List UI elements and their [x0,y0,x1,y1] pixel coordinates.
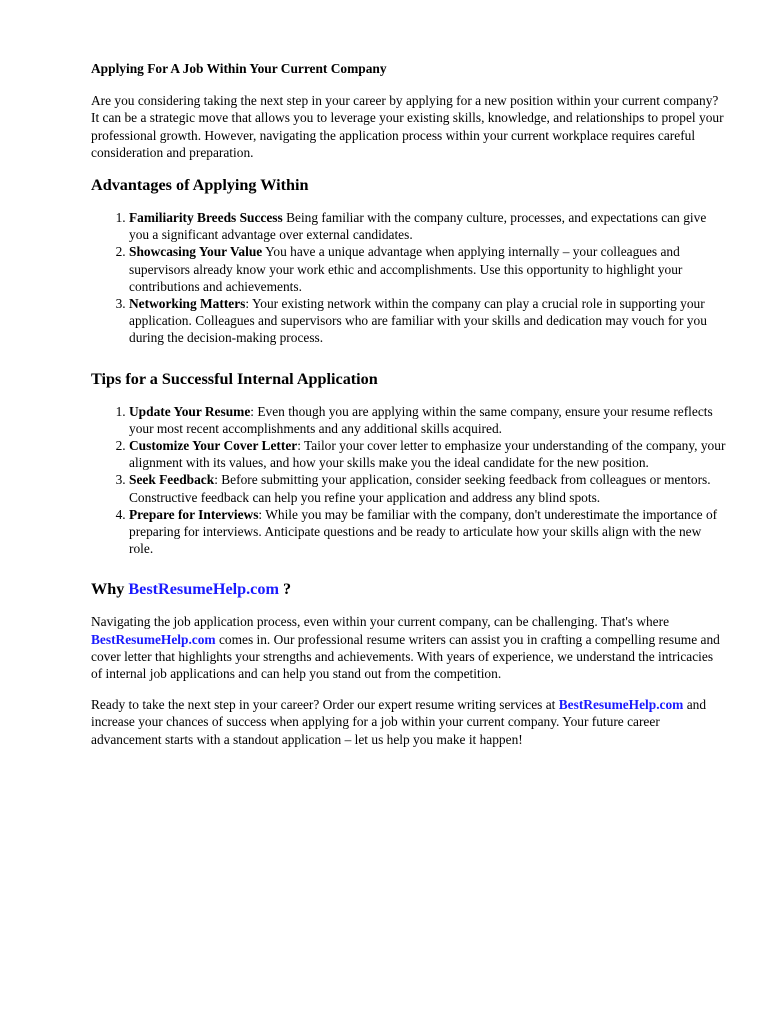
list-item [129,209,726,243]
why-heading-prefix: Why [91,580,129,599]
advantages-heading: Advantages of Applying Within [91,176,309,195]
advantages-list [91,209,726,347]
item-term: Customize Your Cover Letter [129,438,298,454]
why-heading-suffix: ? [278,580,292,599]
document-page [91,60,726,762]
why-heading-link[interactable]: BestResumeHelp.com [128,580,279,599]
item-text: : Your existing network within the company can play a crucial role in supporting your application. Colleagues and supervisors who are familiar with your skills and dedication may vouch for you during the decision-making process. [129,296,707,346]
item-term: Showcasing Your Value [129,244,263,260]
item-text: : Tailor your cover letter to emphasize your understanding of the company, your alignment with its values, and how your skills make you the ideal candidate for the new position. [129,438,726,471]
list-item [129,437,726,471]
item-term: Seek Feedback [129,472,215,488]
tips-list [91,403,726,558]
item-term: Update Your Resume [129,403,251,419]
item-text: You have a unique advantage when applying internally – your colleagues and supervisors already know your work ethic and accomplishments. Use this opportunity to highlight your contributions and achievements. [129,244,683,294]
tips-heading: Tips for a Successful Internal Application [91,369,378,388]
item-text: Being familiar with the company culture, processes, and expectations can give you a significant advantage over external candidates. [129,210,707,243]
why-p2-before: Ready to take the next step in your career? Order our expert resume writing services at [91,697,559,713]
item-text: : Even though you are applying within the same company, ensure your resume reflects your most recent accomplishments and any additional skills acquired. [129,403,713,436]
list-item [129,243,726,295]
why-paragraph-1 [91,613,726,682]
bestresumehelp-link[interactable]: BestResumeHelp.com [558,697,684,713]
list-item [129,471,726,505]
list-item [129,506,726,558]
item-term: Networking Matters [129,296,246,312]
document-title: Applying For A Job Within Your Current Company [91,61,387,76]
intro-paragraph: Are you considering taking the next step in your career by applying for a new position within your current company? It can be a strategic move that allows you to leverage your existing skills, knowledge, and relationships to propel your professional growth. However, navigating the application process within your current workplace requires careful consideration and preparation. [91,93,724,160]
why-heading [91,579,726,599]
item-term: Familiarity Breeds Success [129,210,283,226]
item-text: : Before submitting your application, consider seeking feedback from colleagues or mentors. Constructive feedback can help you refine your application and address any blind spots. [129,472,711,505]
bestresumehelp-link[interactable]: BestResumeHelp.com [91,631,216,647]
why-p1-before: Navigating the job application process, even within your current company, can be challenging. That's where [91,614,670,630]
why-paragraph-2 [91,696,726,748]
why-p2-after: and increase your chances of success when applying for a job within your current company. Your future career advancement starts with a standout application – let us help you make it happen! [91,697,707,747]
item-text: : While you may be familiar with the company, don't underestimate the importance of preparing for interviews. Anticipate questions and be ready to articulate how your skills align with the new role. [129,506,718,557]
item-term: Prepare for Interviews [129,506,259,522]
why-p1-after: comes in. Our professional resume writers can assist you in crafting a compelling resume and cover letter that highlights your strengths and achievements. With years of experience, we understand the intricacies of internal job applications and can help you stand out from the competition. [91,631,720,682]
list-item [129,403,726,437]
list-item [129,295,726,347]
